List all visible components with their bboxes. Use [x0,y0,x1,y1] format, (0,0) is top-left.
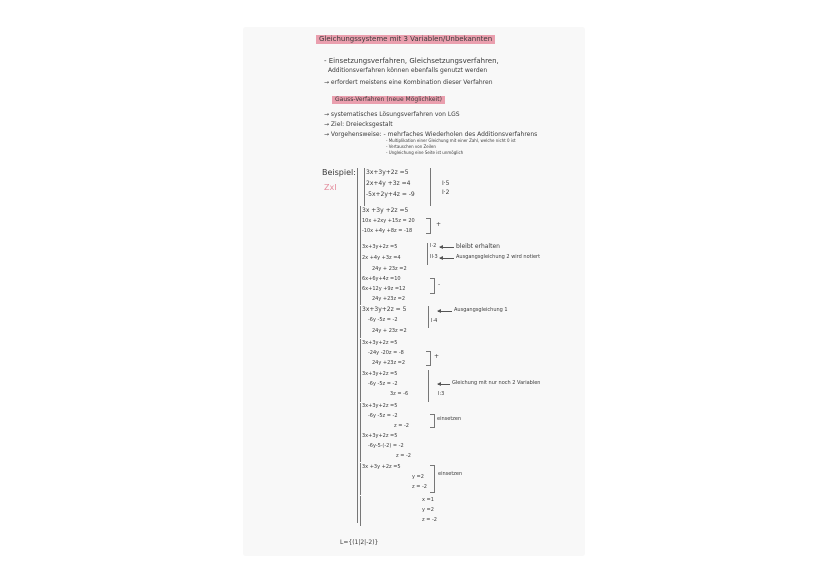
block4-eq3: 24y +23z =2 [372,296,406,302]
solution-set: L={(1|2|-2)} [340,539,379,546]
block7-left-bar [360,370,361,402]
block6-eq3: 24y +23z =2 [372,360,406,366]
block1-eq2: 2x+4y +3z =4 [366,180,411,187]
block2-eq1: 3x +3y +2z =5 [362,207,409,214]
block7-side-1: I:3 [438,391,445,397]
sub-point-1: - Multiplikation einer Gleichung mit einer Zahl, welche nicht 0 ist [386,138,516,143]
block2-left-bar [360,206,361,244]
sub-point-3: - Ungleichung eine Seite ist unmöglich [386,150,464,155]
block3-eq3: 24y + 23z =2 [372,266,407,272]
block10-eq3: z = -2 [412,484,427,490]
notebook-page [244,28,584,555]
block8-bracket [430,414,435,428]
block1-side-2: I·2 [442,189,450,196]
block6-eq2: -24y -20z = -8 [368,350,404,356]
intro-line-3: → erfordert meistens eine Kombination dieser Verfahren [324,79,493,86]
block3-side-2: II·3 [430,254,438,260]
block10-eq1: 3x +3y +2z =5 [362,464,401,470]
gauss-heading: Gauss-Verfahren (neue Möglichkeit) [332,96,445,104]
block5-right-bar [428,306,429,328]
block7-right-bar [428,370,429,402]
block6-left-bar [360,339,361,371]
block4-eq2: 6x+12y +9z =12 [362,286,406,292]
block3-left-bar [360,243,361,275]
example-label: Beispiel: [322,168,356,177]
block9-eq2: -6y-5·(-2) = -2 [368,443,404,449]
block10-bracket [430,465,435,493]
block1-eq3: -5x+2y+4z = -9 [366,191,415,198]
block1-right-bar [430,168,431,206]
gauss-point-1: → systematisches Lösungsverfahren von LGS [324,111,460,118]
block4-minus: - [438,281,441,288]
block1-side-1: I·5 [442,180,450,187]
block10-eq2: y =2 [412,474,424,480]
block4-eq1: 6x+6y+4z =10 [362,276,401,282]
block3-side-1: I·2 [430,243,437,249]
note-block3-a: bleibt erhalten [456,243,500,250]
sub-point-2: - Vertauschen von Zeilen [386,144,436,149]
block11-eq3: z = -2 [422,517,437,523]
block3-eq2: 2x +4y +3z =4 [362,255,401,261]
block2-plus: + [436,221,442,228]
block11-eq2: y =2 [422,507,434,513]
block9-eq1: 3x+3y+2z =5 [362,433,398,439]
block9-eq3: z = -2 [396,453,411,459]
arrow-left-icon [440,247,454,248]
note-block8: einsetzen [437,416,462,422]
main-divider-line [357,168,358,523]
intro-line-1: - Einsetzungsverfahren, Gleichsetzungsverfahren, [324,57,499,65]
block5-side-1: I·4 [431,318,438,324]
block8-eq1: 3x+3y+2z =5 [362,403,398,409]
example-sub-label: ZxI [324,183,337,192]
note-block7: Gleichung mit nur noch 2 Variablen [452,380,541,386]
arrow-left-icon [438,311,452,312]
note-block10: einsetzen [438,471,463,477]
block4-bracket [430,278,435,294]
arrow-left-icon [438,384,450,385]
block5-left-bar [360,306,361,338]
block8-eq2: -6y -5z = -2 [368,413,398,419]
block5-eq2: -6y -5z = -2 [368,317,398,323]
arrow-left-icon [440,258,454,259]
block2-eq2: 10x +2xy +15z = 20 [362,218,415,224]
block2-bracket [426,218,431,234]
intro-line-2: Additionsverfahren können ebenfalls genutzt werden [328,67,488,74]
block8-left-bar [360,403,361,433]
block9-left-bar [360,432,361,462]
block6-bracket [426,351,431,366]
note-block5: Ausgangsgleichung 1 [454,307,508,313]
block1-left-bar [364,168,365,206]
block7-eq1: 3x+3y+2z =5 [362,371,398,377]
block11-left-bar [360,496,361,526]
gauss-point-2: → Ziel: Dreiecksgestalt [324,121,393,128]
block4-left-bar [360,275,361,305]
block7-eq2: -6y -5z = -2 [368,381,398,387]
block3-eq1: 3x+3y+2z =5 [362,244,398,250]
block2-eq3: -10x +4y +8z = -18 [362,228,413,234]
block6-plus: + [434,353,440,360]
note-block3-b: Ausgangsgleichung 2 wird notiert [456,254,541,260]
gauss-point-3: → Vorgehensweise: - mehrfaches Wiederholen des Additionsverfahrens [324,131,538,138]
block5-eq1: 3x+3y+2z = 5 [362,306,407,313]
block7-eq3: 3z = -6 [390,391,409,397]
block6-eq1: 3x+3y+2z =5 [362,340,398,346]
block11-eq1: x =1 [422,497,434,503]
block3-right-bar [427,243,428,265]
block1-eq1: 3x+3y+2z =5 [366,169,409,176]
block5-eq3: 24y + 23z =2 [372,328,407,334]
block8-eq3: z = -2 [394,423,409,429]
page-title: Gleichungssysteme mit 3 Variablen/Unbekannten [316,35,495,44]
block10-left-bar [360,463,361,495]
